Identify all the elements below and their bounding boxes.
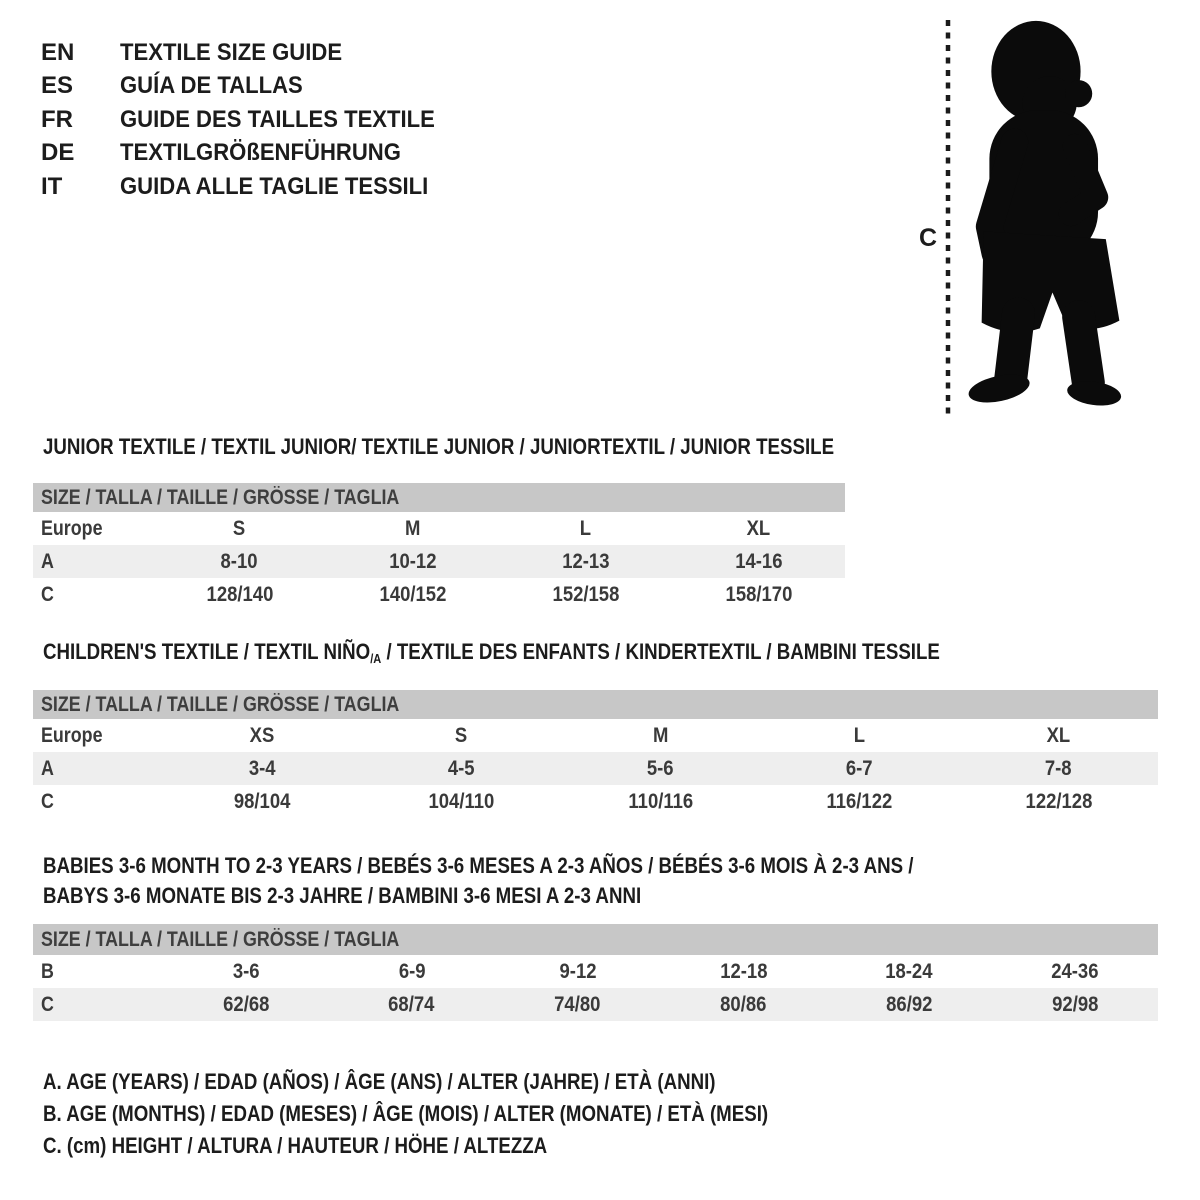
row-label-cell <box>33 583 153 607</box>
language-code: FR <box>41 105 73 133</box>
section-heading-text: CHILDREN'S TEXTILE / TEXTIL NIÑO/A / TEXTILE DES ENFANTS / KINDERTEXTIL / BAMBINI TESSILE <box>43 639 940 666</box>
table-row <box>33 578 845 611</box>
table-row <box>33 719 1158 752</box>
table-row <box>33 545 845 578</box>
table-cell: M <box>652 723 669 747</box>
table-cell: 110/116 <box>628 789 693 813</box>
table-cell: 80/86 <box>720 992 767 1016</box>
table-cell: 12-13 <box>561 549 610 573</box>
table-row <box>33 988 1158 1021</box>
table-cell: 158/170 <box>725 582 792 606</box>
children-section-heading <box>43 639 1098 672</box>
language-title-list <box>41 36 462 204</box>
table-cell: 4-5 <box>448 756 475 780</box>
size-header-text: SIZE / TALLA / TAILLE / GRÖSSE / TAGLIA <box>41 928 400 951</box>
legend-line-c: C. (cm) HEIGHT / ALTURA / HAUTEUR / HÖHE / ALTEZZA <box>43 1133 548 1158</box>
table-row <box>33 512 845 545</box>
table-cell: 6-9 <box>398 959 426 983</box>
table-cell: XS <box>250 723 275 747</box>
guide-title: GUIDE DES TAILLES TEXTILE <box>120 105 435 133</box>
list-item <box>41 36 462 70</box>
table-cell: 140/152 <box>379 582 446 606</box>
section-heading-line1: BABIES 3-6 MONTH TO 2-3 YEARS / BEBÉS 3-6 MESES A 2-3 AÑOS / BÉBÉS 3-6 MOIS À 2-3 ANS / <box>43 853 914 878</box>
table-cell: 14-16 <box>734 549 783 573</box>
row-label: A <box>41 549 54 573</box>
table-cell: 122/128 <box>1025 789 1092 813</box>
row-label-cell <box>33 960 163 984</box>
row-label: C <box>41 789 54 813</box>
row-label: Europe <box>41 516 103 540</box>
row-label-cell <box>33 790 163 814</box>
size-header-text: SIZE / TALLA / TAILLE / GRÖSSE / TAGLIA <box>41 693 400 716</box>
table-cell: L <box>853 723 866 747</box>
table-cell: 7-8 <box>1045 756 1072 780</box>
nino-a-subscript: /A <box>370 651 382 666</box>
toddler-figure <box>890 8 1150 420</box>
table-cell: 3-4 <box>249 756 276 780</box>
table-cell: 18-24 <box>885 959 933 983</box>
table-cell: 3-6 <box>232 959 260 983</box>
size-header-bar <box>33 690 1158 719</box>
table-cell: XL <box>746 516 771 540</box>
guide-title: GUIDA ALLE TAGLIE TESSILI <box>120 172 429 200</box>
size-header-text: SIZE / TALLA / TAILLE / GRÖSSE / TAGLIA <box>41 486 400 509</box>
language-code: IT <box>41 172 63 200</box>
row-label-cell <box>33 550 153 574</box>
table-row <box>33 955 1158 988</box>
row-label: B <box>41 959 54 983</box>
language-code: EN <box>41 38 75 66</box>
babies-section-heading <box>43 851 1067 911</box>
table-cell: 10-12 <box>388 549 437 573</box>
list-item <box>41 137 462 171</box>
row-label-cell <box>33 724 163 748</box>
section-heading-line2: BABYS 3-6 MONATE BIS 2-3 JAHRE / BAMBINI 3-6 MESI A 2-3 ANNI <box>43 883 642 908</box>
table-cell: S <box>455 723 468 747</box>
height-measure-label: C <box>918 224 938 252</box>
row-label: A <box>41 756 54 780</box>
table-row <box>33 785 1158 818</box>
language-code: ES <box>41 72 74 100</box>
toddler-silhouette <box>966 21 1123 409</box>
table-cell: 128/140 <box>206 582 273 606</box>
size-header-bar <box>33 924 1158 955</box>
table-cell: 98/104 <box>234 789 291 813</box>
table-cell: 8-10 <box>221 549 258 573</box>
table-cell: 152/158 <box>552 582 619 606</box>
table-cell: 24-36 <box>1051 959 1099 983</box>
measurement-legend <box>43 1066 896 1162</box>
row-label-cell <box>33 993 163 1017</box>
section-heading-text: JUNIOR TEXTILE / TEXTIL JUNIOR/ TEXTILE JUNIOR / JUNIORTEXTIL / JUNIOR TESSILE <box>43 434 835 459</box>
table-cell: L <box>579 516 592 540</box>
guide-title: TEXTILGRÖßENFÜHRUNG <box>120 139 401 167</box>
row-label-cell <box>33 517 153 541</box>
row-label: C <box>41 582 54 606</box>
row-label: Europe <box>41 723 103 747</box>
legend-line-b: B. AGE (MONTHS) / EDAD (MESES) / ÂGE (MOIS) / ALTER (MONATE) / ETÀ (MESI) <box>43 1101 769 1126</box>
table-cell: 5-6 <box>647 756 674 780</box>
table-cell: M <box>404 516 421 540</box>
guide-title: GUÍA DE TALLAS <box>120 72 303 100</box>
size-header-bar <box>33 483 845 512</box>
table-cell: 86/92 <box>886 992 933 1016</box>
table-cell: 104/110 <box>428 789 495 813</box>
table-cell: XL <box>1046 723 1071 747</box>
table-cell: 68/74 <box>388 992 435 1016</box>
table-cell: S <box>233 516 246 540</box>
table-cell: 6-7 <box>846 756 873 780</box>
row-label: C <box>41 992 54 1016</box>
guide-title: TEXTILE SIZE GUIDE <box>120 38 343 66</box>
legend-line-a: A. AGE (YEARS) / EDAD (AÑOS) / ÂGE (ANS) / ALTER (JAHRE) / ETÀ (ANNI) <box>43 1069 716 1094</box>
list-item <box>41 103 462 137</box>
table-row <box>33 752 1158 785</box>
language-code: DE <box>41 139 75 167</box>
list-item <box>41 170 462 204</box>
table-cell: 9-12 <box>559 959 597 983</box>
row-label-cell <box>33 757 163 781</box>
junior-section-heading <box>43 434 974 460</box>
table-cell: 116/122 <box>826 789 893 813</box>
table-cell: 62/68 <box>222 992 270 1016</box>
table-cell: 92/98 <box>1051 992 1099 1016</box>
list-item <box>41 70 462 104</box>
table-cell: 74/80 <box>554 992 601 1016</box>
table-cell: 12-18 <box>719 959 768 983</box>
